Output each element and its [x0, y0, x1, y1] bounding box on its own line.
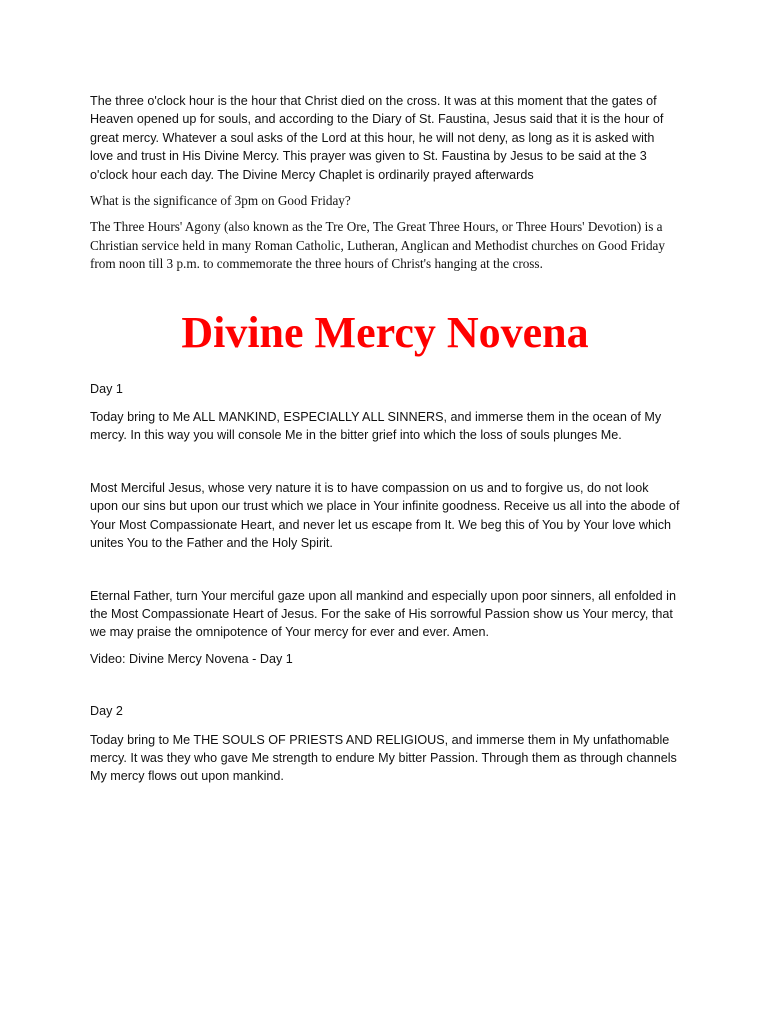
- day-1-intention: Today bring to Me ALL MANKIND, ESPECIALLY ALL SINNERS, and immerse them in the ocean of My mercy. In this way you will console Me in the bitter grief into which the loss of souls plunges Me.: [90, 410, 662, 443]
- day-2-intention: Today bring to Me THE SOULS OF PRIESTS AND RELIGIOUS, and immerse them in My unfathomable mercy. It was they who gave Me strength to endure My bitter Passion. Through them as through channels My mercy flows out upon mankind.: [90, 732, 677, 784]
- page-title: Divine Mercy Novena: [181, 307, 589, 357]
- day-1-father-prayer: Eternal Father, turn Your merciful gaze upon all mankind and especially upon poor sinners, all enfolded in the Most Compassionate Heart of Jesus. For the sake of His sorrowful Passion show us Your mercy, that we may praise the omnipotence of Your mercy for ever and ever. Amen.: [90, 588, 676, 640]
- day-2-label: Day 2: [90, 704, 123, 719]
- day-1-label: Day 1: [90, 381, 123, 396]
- intro-paragraph-1: The three o'clock hour is the hour that Christ died on the cross. It was at this moment that the gates of Heaven opened up for souls, and according to the Diary of St. Faustina, Jesus said that it is the hour of great mercy. Whatever a soul asks of the Lord at this hour, he will not deny, as long as it is asked with love and trust in His Divine Mercy. This prayer was given to St. Faustina by Jesus to be said at the 3 o'clock hour each day. The Divine Mercy Chaplet is ordinarily prayed afterwards: [90, 94, 664, 182]
- document-page: [90, 92, 680, 786]
- intro-question: What is the significance of 3pm on Good Friday?: [90, 193, 351, 209]
- day-1-prayer: Most Merciful Jesus, whose very nature it is to have compassion on us and to forgive us, do not look upon our sins but upon our trust which we place in Your infinite goodness. Receive us all into the abode of Your Most Compassionate Heart, and never let us escape from It. We beg this of You by Your love which unites You to the Father and the Holy Spirit.: [90, 480, 680, 551]
- intro-paragraph-2: The Three Hours' Agony (also known as the Tre Ore, The Great Three Hours, or Three Hours' Devotion) is a Christian service held in many Roman Catholic, Lutheran, Anglican and Methodist churches on Good Friday from noon till 3 p.m. to commemorate the three hours of Christ's hanging at the cross.: [90, 219, 666, 272]
- day-1-video-link[interactable]: Video: Divine Mercy Novena - Day 1: [90, 651, 293, 666]
